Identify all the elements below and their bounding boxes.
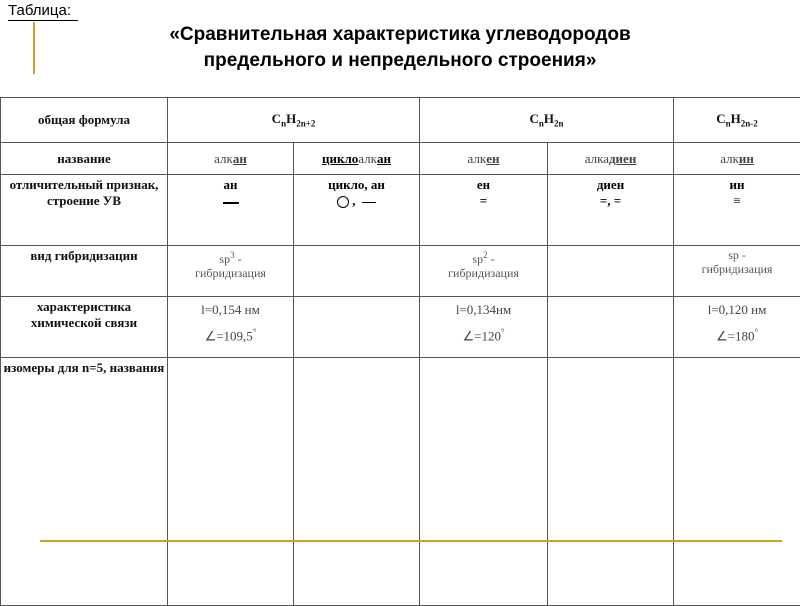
single-bond-mark bbox=[362, 202, 376, 203]
bond-alkin: l=0,120 нм ∠=180° bbox=[674, 297, 800, 358]
row-isomers bbox=[1, 358, 800, 606]
name-cycloalkan: циклоалкан bbox=[294, 143, 420, 175]
iso-alkan bbox=[168, 358, 294, 606]
sign-dien: диен =, = bbox=[548, 175, 674, 246]
bond-empty-dien bbox=[548, 297, 674, 358]
tag-underline bbox=[8, 20, 78, 21]
hyb-sp3: $sp^3$ - гибридизация bbox=[168, 246, 294, 297]
bond-alken: l=0,134нм ∠=120° bbox=[420, 297, 548, 358]
row-hybridization bbox=[1, 246, 800, 297]
name-alkin: алкин bbox=[674, 143, 800, 175]
single-bond-mark bbox=[223, 202, 239, 204]
bond-empty-cyclo bbox=[294, 297, 420, 358]
row-distinctive-sign bbox=[1, 175, 800, 246]
iso-alken bbox=[420, 358, 548, 606]
name-alkan: алкан bbox=[168, 143, 294, 175]
bond-alkan: l=0,154 нм ∠=109,5° bbox=[168, 297, 294, 358]
row-name bbox=[1, 143, 800, 175]
hyb-sp2: $sp^2$ - гибридизация bbox=[420, 246, 548, 297]
formula-alkene: $C_nH_{2n}$ bbox=[420, 98, 674, 143]
ring-icon bbox=[337, 196, 349, 208]
hyb-sp: sp - гибридизация bbox=[674, 246, 800, 297]
sign-alken: ен = bbox=[420, 175, 548, 246]
title-line-1: «Сравнительная характеристика углеводородов bbox=[40, 22, 760, 48]
iso-alkin bbox=[674, 358, 800, 606]
label-name: название bbox=[1, 143, 168, 175]
formula-alkyne: $C_nH_{2n-2}$ bbox=[674, 98, 800, 143]
decorative-vertical-line bbox=[33, 22, 35, 74]
formula-alkane: $C_nH_{2n+2}$ bbox=[168, 98, 420, 143]
sign-cyclo: цикло, ан , bbox=[294, 175, 420, 246]
label-hybridization: вид гибридизации bbox=[1, 246, 168, 297]
slide-tag: Таблица: bbox=[8, 2, 71, 19]
comparison-table bbox=[0, 97, 800, 606]
hyb-empty-dien bbox=[548, 246, 674, 297]
iso-cyclo bbox=[294, 358, 420, 606]
title-line-2: предельного и непредельного строения» bbox=[40, 48, 760, 74]
decorative-horizontal-line bbox=[40, 540, 782, 542]
label-distinctive-sign: отличительный признак, строение УВ bbox=[1, 175, 168, 246]
row-general-formula bbox=[1, 98, 800, 143]
label-bond: характеристика химической связи bbox=[1, 297, 168, 358]
sign-alkan: ан bbox=[168, 175, 294, 246]
iso-dien bbox=[548, 358, 674, 606]
sign-alkin: ин ≡ bbox=[674, 175, 800, 246]
row-bond bbox=[1, 297, 800, 358]
page-title bbox=[40, 22, 760, 74]
label-isomers: изомеры для n=5, названия bbox=[1, 358, 168, 606]
name-alken: алкен bbox=[420, 143, 548, 175]
hyb-empty-cyclo bbox=[294, 246, 420, 297]
name-alkadien: алкадиен bbox=[548, 143, 674, 175]
label-general-formula: общая формула bbox=[1, 98, 168, 143]
